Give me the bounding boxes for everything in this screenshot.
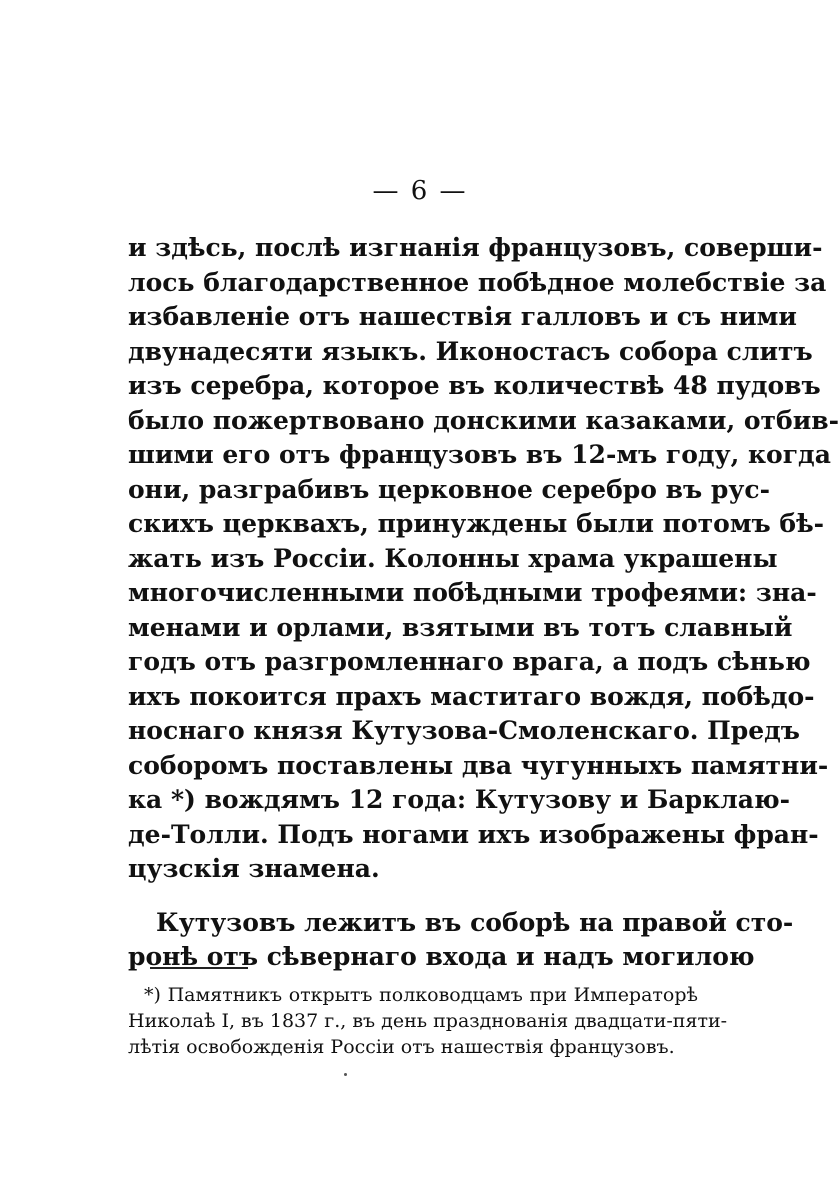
text-line: соборомъ поставлены два чугунныхъ памятни-	[128, 750, 829, 780]
text-line: многочисленными побѣдными трофеями: зна-	[128, 578, 817, 607]
text-line: цузскія знамена.	[128, 854, 380, 883]
text-line: менами и орлами, взятыми въ тотъ славный	[128, 612, 793, 642]
footnote	[128, 982, 728, 1060]
text-line: и здѣсь, послѣ изгнанія французовъ, соверши-	[128, 233, 823, 262]
text-line: ронѣ отъ сѣвернаго входа и надъ могилою	[128, 942, 755, 971]
footnote-line: лѣтія освобожденія Россіи отъ нашествія французовъ.	[128, 1036, 675, 1058]
text-line: было пожертвовано донскими казаками, отбив-	[128, 405, 839, 435]
text-line: ихъ покоится прахъ маститаго вождя, побѣдо-	[128, 681, 815, 711]
text-line: скихъ церквахъ, принуждены были потомъ бѣ-	[128, 509, 825, 538]
text-line: избавленіе отъ нашествія галловъ и съ ними	[128, 302, 797, 331]
text-line: жать изъ Россіи. Колонны храма украшены	[128, 543, 778, 573]
text-line: де-Толли. Подъ ногами ихъ изображены фран-	[128, 819, 819, 849]
footnote-line: Николаѣ I, въ 1837 г., въ день празднованія двадцати-пяти-	[128, 1010, 728, 1032]
text-line: ка *) вождямъ 12 года: Кутузову и Барклаю-	[128, 785, 790, 814]
text-line: лось благодарственное побѣдное молебствіе за	[128, 267, 827, 297]
footnote-divider	[150, 967, 248, 969]
print-speck	[344, 1073, 347, 1076]
text-line: Кутузовъ лежитъ въ соборѣ на правой сто-	[156, 907, 794, 937]
paragraph-gap	[128, 887, 698, 906]
main-text	[128, 231, 839, 975]
text-line: они, разграбивъ церковное серебро въ рус-	[128, 474, 770, 504]
text-line: шими его отъ французовъ въ 12-мъ году, когда	[128, 440, 831, 469]
footnote-line: *) Памятникъ открытъ полководцамъ при Императорѣ	[144, 984, 698, 1006]
text-line: изъ серебра, которое въ количествѣ 48 пудовъ	[128, 371, 821, 400]
page-number: — 6 —	[372, 176, 468, 206]
text-line: носнаго князя Кутузова-Смоленскаго. Предъ	[128, 716, 800, 745]
text-line: годъ отъ разгромленнаго врага, а подъ сѣнью	[128, 647, 811, 676]
text-line: двунадесяти языкъ. Иконостасъ собора слитъ	[128, 336, 813, 366]
